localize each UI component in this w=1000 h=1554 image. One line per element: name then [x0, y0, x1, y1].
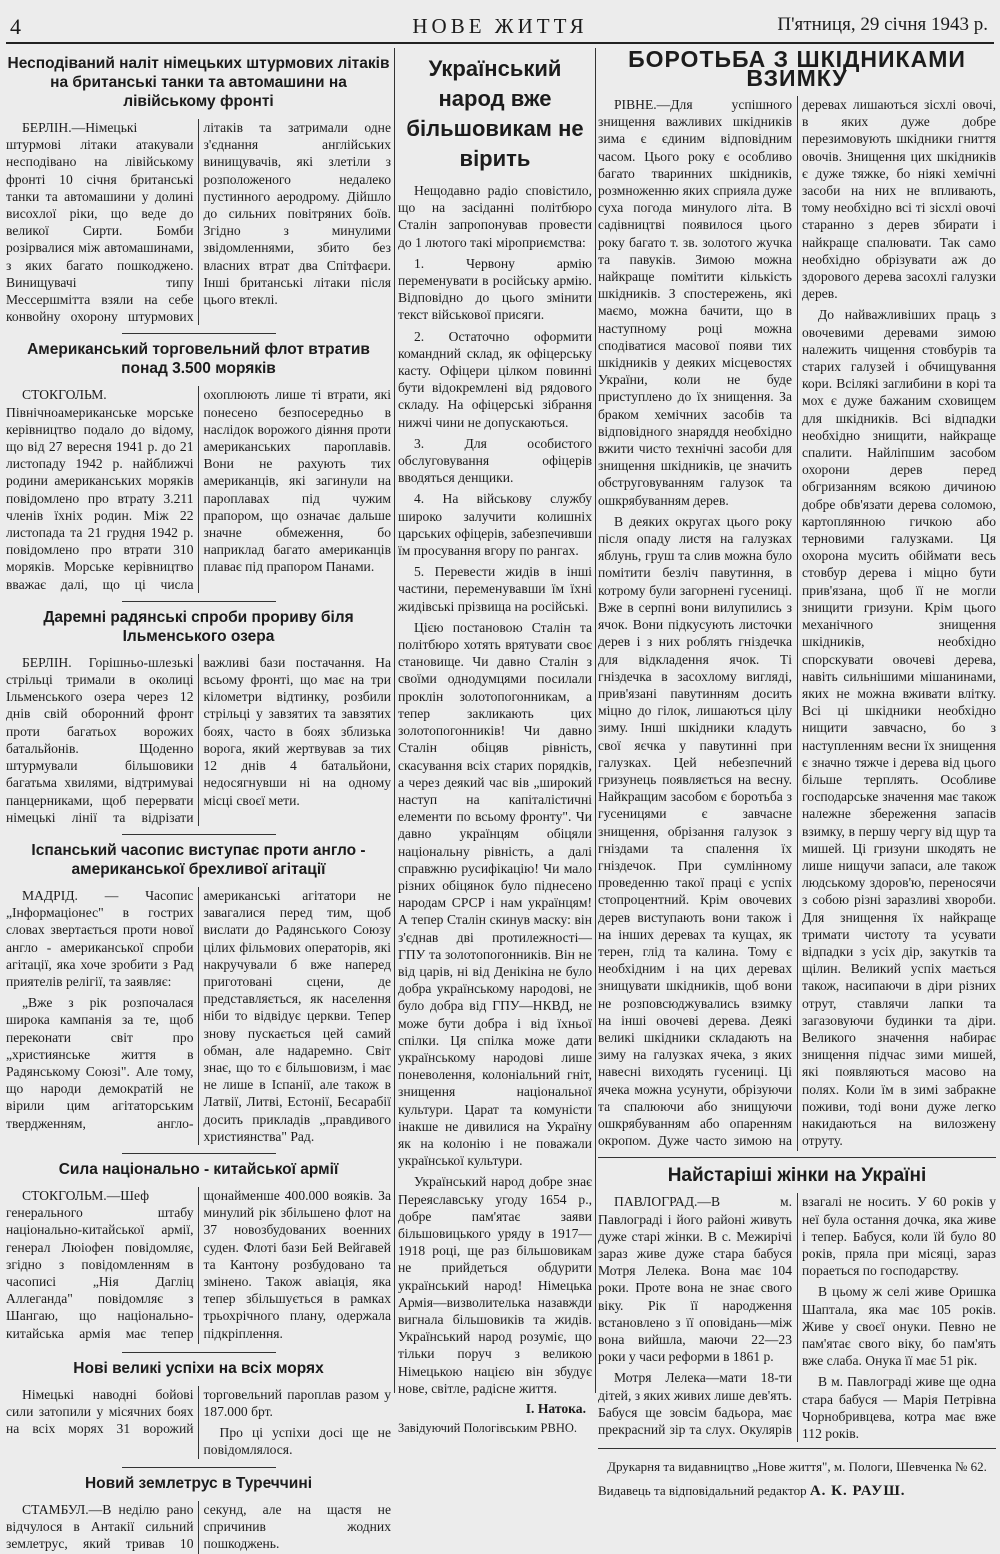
paragraph: СТАМБУЛ.—В неділю рано відчулося в Антакії сильний землетрус, який тривав 10 секунд, але на щастя не спричинив жодних пошкоджень.: [6, 1501, 391, 1551]
article-luftwaffe: [6, 54, 391, 325]
article-separator: [122, 1153, 276, 1154]
paragraph: БЕРЛІН. Горішньо-шлезькі стрільці тримали в околиці Ільменського озера через 12 днів свій оборонний фронт проти багатьох ворожих батальйонів. Щоденно штурмували більшовики багатьма хвилями, відтримуваі панцерниками, щоб перервати німецькі лінії та відрізати важливі бази постачання. На всьому фронті, що має на три кілометри відтинку, розбили стрільці у завзятих та завзятих боях, часто в боях зблизька ворога, який жертвував за тих 12 днів 4 батальйони, недосягнувши ні на одному місці своєї мети.: [6, 654, 391, 825]
article-body: [6, 654, 391, 826]
newspaper-name: НОВЕ ЖИТТЯ: [412, 14, 588, 38]
article-spain: [6, 841, 391, 1145]
article-title: БОРОТЬБА З ШКІДНИКАМИ ВЗИМКУ: [628, 46, 966, 91]
article-title: Несподіваний наліт німецьких штурмових літаків на британські танки та автомашини на лівійському фронті: [7, 55, 390, 110]
article-title: Новий землетрус в Туреччині: [84, 1474, 313, 1492]
article-title: Найстаріші жінки на Україні: [667, 1165, 927, 1187]
paragraph: МАДРІД. — Часопис „Інформаціонес" в гострих словах звертається проти нової англо - американської спроби агітації, яка хоче зробити з Рад приятелів релігії, та заявляє:: [6, 887, 194, 989]
paragraph: 4. На військову службу широко залучити колишніх царських офіцерів, забезпечивши їм просування вгору по рангах.: [398, 491, 592, 559]
paragraph: ПАВЛОГРАД.—В м. Павлограді і його районі живуть дуже старі жінки. В с. Межирічі зараз живе дуже стара бабуся Мотря Лелека. Вона має 104 роки. Проте вона не знає свого віку. Рік її народження встановлено з її оповідань—між вона вийшла, маючи 22—23 роки у часи реформи в 1861 р.: [598, 1194, 792, 1365]
imprint-separator: [598, 1448, 996, 1449]
article-fleet: [6, 340, 391, 592]
article-title: Сила національно - китайської армії: [58, 1160, 339, 1178]
paragraph: Мотря Лелека—мати 18-ти дітей, з яких живих лише дев'ять. Бабуся ще зовсім бадьора, має прекрасний зір та слух. Окулярів взагалі не носить. У 60 років у неї була остання дочка, яка живе і тепер. Бабуся, коли їй було 80 років, пряла при місяці, зараз пораеться по господарству.: [598, 1194, 996, 1438]
paragraph: Німецькі наводні бойові сили затопили у місячних боях на всіх морях 31 ворожий торговельний пароплав разом у 187.000 брт.: [6, 1386, 391, 1437]
paragraph: „Вже з рік розпочалася широка кампанія за те, щоб переконати світ про „християнське життя в Радянському Союзі". Але тому, що народи демократій не вірили цим агітаторським твердженням, англо-американські агітатори не завагалися перед тим, щоб вислати до Радянського Союзу цілих фільмових операторів, які накручували б вже наперед приготовані сцени, де представляється, як населення ніби то відвідує церкви. Тепер знову пускається цей самий обман, але надаремно. Світ знає, що то є більшовизм, і має не лише в Іспанії, але також в Латвії, Литві, Естонії, Бесарабії досить прикладів „правдивого християнства" Рад.: [6, 887, 391, 1144]
article-women: [598, 1166, 996, 1442]
article-body: [6, 1187, 391, 1344]
issue-date: П'ятниця, 29 січня 1943 р.: [777, 14, 988, 35]
article-separator: [122, 1467, 276, 1468]
paragraph: В деяких округах цього року після опаду листя на галузках яблунь, груш та слив можна було помітити безліч павутиння, в котрому були загорнені гусениці. Вже в серпні вони вилупились з ячок. Вони підкусують листочки дерев і з них роблять гніздечка для відкладення ячок. Ті гніздечка в засохлому вигляді, прив'язані павутинням досить міцно до гілок, лишаються цілу зиму. Інші шкідники кладуть свої яєчка у павутинні при галузках. Цей небезпечний гризунець появляється на весну. Найкращим засобом є боротьба з гусеницями є завчасне знищення, обрізання галузок з гніздами та спалення їх гніздечок. При сумлінному проведенню такої праці є успіх стопроцентний. Крім овочевих дерев виступають вони також і на інших деревах та кущах, як терен, глід та калина. Тому є необхідним і на цих деревах знищувати шкідників, щоб вони не розповсюджувались взимку на інші овочеві дерева. Деякі великі шкідники складають на зиму на галузках ячека, з яких навесні виходять гусениці. Ці ячека можна усунути, обрізуючи та спалюючи або знищуючи ошкрябуванням або опаренням окропом. Дуже часто зимою на деревах лишаються зісхлі овочі, в яких дуже добре перезимовують шкідники гниття овочів. Знищення цих шкідників є дуже тяжке, бо ніякі хемічні засоби на них не впливають, тому необхідно всі ті зісхлі овочі старанно з дерев збирати і найкраще спалювати. Так само необхідно обрізувати аж до здорового дерева засохлі галузки дерев.: [598, 97, 996, 1149]
page-number: 4: [10, 14, 21, 39]
article-separator: [122, 333, 276, 334]
column-rule: [595, 48, 596, 1393]
left-column: [6, 48, 391, 1551]
author-signature: І. Натока.: [525, 1401, 586, 1417]
article-title: Нові великі успіхи на всіх морях: [73, 1359, 324, 1377]
paragraph: 3. Для особистого обслуговування офіцерів вводяться денщики.: [398, 435, 592, 486]
article-title: Іспанський часопис виступає проти англо - американської брехливої агітації: [31, 841, 366, 878]
paragraph: В м. Павлограді живе ще одна стара бабуся — Марія Петрівна Чорнобривцева, котра має вже 112 років.: [802, 1374, 996, 1442]
column-rule: [394, 48, 395, 1393]
article-separator: [598, 1157, 996, 1158]
article-seas: [6, 1359, 391, 1459]
article-ilmen: [6, 608, 391, 826]
editor-name: А. К. РАУШ.: [809, 1483, 906, 1500]
article-title: Американський торговельний флот втратив понад 3.500 моряків: [27, 341, 370, 378]
paragraph: 2. Остаточно оформити командний склад, як офіцерську касту. Офіцери цілком повинні бути відокремлені від рядового складу. На офіцерські зібрання нижчі чини не допускаються.: [398, 328, 592, 430]
paragraph: СТОКГОЛЬМ. Північноамериканське морське керівництво подало до відому, що від 27 вересня 1941 р. до 21 листопаду 1942 р. найближчі родини американських моряків повідомлено про втрату 3.211 членів їхніх родин. Між 22 листопада та 21 грудня 1942 р. повідомлено про втрати 310 моряків. Морське керівництво вважає далі, що ці числа охоплюють лише ті втрати, які понесено безпосередньо в наслідок ворожого діяння проти американських пароплавів. Вони не рахують тих американців, які загинули на пароплавах під чужим прапором, що означає дальше значне обмеження, бо наприклад багато американців плаває під прапором Панами.: [6, 387, 391, 592]
article-body: [398, 182, 592, 1397]
paragraph: БЕРЛІН.—Німецькі штурмові літаки атакували несподівано на лівійському фронті 10 січня британські танки та автомашини у долині висохлої ріки, що веде до великої Сирти. Бомби розірвалися між автомашинами, з яких багато пошкоджено. Винищувачі типу Мессершмітта взяли на себе конвойну охорону штурмових літаків та затримали одне з'єднання англійських винищувачів, які злетіли з розположеного недалеко пустинного аеродрому. Дійшло до сильних повітряних боїв. Згідно з минулими звідомленнями, збито без власних втрат два Спітфаєри. Інші британські літаки після цього втеклі.: [6, 120, 391, 325]
paragraph: Нещодавно радіо сповістило, що на засіданні політбюро Сталін запропонував провести до 1 лютого такі міроприємства:: [398, 183, 592, 250]
paragraph: 1. Червону армію переменувати в російську армію. Відповідно до цього змінити текст військової присяги.: [398, 255, 592, 323]
masthead: [6, 10, 994, 44]
paragraph: До найважливіших праць з овочевими деревами зимою належить чищення стовбурів та старих галузей і обчищування кори. Всілякі заглибини в корі та мох є дуже бажаним сховищем для шкідників. Всі відпадки необхідно знищити, найкраще спалити. Найліпшим засобом охорони дерев перед обгризанням всякою дичиною добре обв'язати дерева соломою, картоплянною гичкою або терновими галузками. Ця охорона мусить обіймати весь стовбур дерева і міцно бути прив'язана, щоб її не могли знищити гризуни. Крім цього механічного знищення шкідників, необхідно спорскувати овочеві дерева, навіть сильнішими мішанинами, яких не можна вживати влітку. Всі ці шкідники необхідно нищити завчасно, бо з наступленням весни їх знищення є значно тяжче і дерева від цього більше терплять. Особливе господарське значення має також належне збереження запасів взимку, в першу чергу від щур та мишей. Ці гризуни шкодять не лише нищучи запаси, але також людському здоров'ю, переносячи з собою різні заразливі хвороби. Для знищення їх найкраще тримати чистоту та усувати відпадки з усіх дір, закутків та щілин. Великий успіх мається також, насипаючи в діри різних отрут, ставлячи лапки та загазовуючи будинки та діри. Великого значення набирає знищення підчас зими мишей, які появляються масово на полях. Коли їм в зимі забракне поживи, тоді вони дуже легко накидаються на вилозжену отруту.: [802, 307, 996, 1149]
printer-imprint: Друкарня та видавництво „Нове життя", м. Пологи, Шевченка № 62.: [607, 1459, 987, 1475]
article-body: [598, 1193, 996, 1442]
paragraph: В цьому ж селі живе Оришка Шаптала, яка має 105 років. Живе у своєї онуки. Певно не пам'ятає свого віку, бо пам'ять вже слаба. Онука її має 51 рік.: [802, 1284, 996, 1369]
article-china: [6, 1160, 391, 1344]
article-separator: [122, 1352, 276, 1353]
article-separator: [122, 834, 276, 835]
paragraph: Про ці успіхи досі ще не повідомлялося.: [203, 1425, 391, 1458]
paragraph: РІВНЕ.—Для успішного знищення важливих шкідників зима є єдиним відповідним часом. Цього року є особливо багато тваринних шкідників, розмноженню яких сприяла дуже суха погода минулого літа. В садівництві появилося цього року багато т. зв. золотого жучка та павуків. Зимою можна найкраще помітити кількість шкідників. З спостережень, які маємо, можна бачити, що в наступному році можна сподіватися масової появи тих шкідників у деяких місцевостях України, коли не буде приступлено до їх знищення. За браком хемічних засобів та відповідного знаряддя необхідно вжити чисто технічні засоби для знищення шкідників, це значить обструговуванням галузок та ошкрябуванням дерев.: [598, 97, 792, 508]
article-separator: [122, 601, 276, 602]
article-title: Український народ вже більшовикам не вірить: [406, 56, 584, 171]
article-body: [6, 887, 391, 1145]
paragraph: Український народ добре знає Переяславську угоду 1654 р., добре пам'ятає заяви більшовицького уряду в 1917—1918 році, ще раз більшовикам не прийдеться обдурити український народ! Німецька Армія—визволителька назавжди вигнала більшовиків та жидів. Український народ розуміє, що тільки поруч з великою Німецькою нацією він збудує нове, світле, радісне життя.: [398, 1174, 592, 1396]
article-body: [6, 386, 391, 592]
author-position: Завідуючий Пологівським РВНО.: [398, 1421, 577, 1436]
editor-imprint: [598, 1483, 996, 1499]
middle-column: [398, 48, 592, 1436]
paragraph: Цією постановою Сталін та політбюро хотять врятувати своє становище. Чи давно Сталін з своїми однодумцями посилали проклін золотопогонникам, а тепер закликають цих золотопогонників! Чи давно Сталін обіцяв рівність, скасування всіх старих порядків, а через деякий час вів „широкий наступ на капіталістичні елементи по всьому фронту". Чи давно українцям обіцяли національну рівність, а далі справжню русифікацію! Чи мало різних обіцянок було піднесено народам СРСР і нам українцям! А тепер Сталін скинув маску: він з'єднав дві протилежності— ГПУ та золотопогонників. Він не від царів, ні від Денікіна не було добра українському народові, не було добра від ГПУ—НКВД, не може бути добра і від їхньої спілки. Ця спілка може дати українському народові лише поневолення, колоніальний гніт, знищення національної культури. Царат та комуністи інакше не дивилися на Україну як на колонію і не поважали української культури.: [398, 619, 592, 1169]
article-body: [6, 1501, 391, 1554]
article-pests: [598, 46, 996, 1151]
article-title: Даремні радянські спроби прориву біля Ільменського озера: [43, 608, 354, 645]
article-body: [6, 1386, 391, 1459]
paragraph: СТОКГОЛЬМ.—Шеф генерального штабу національно-китайської армії, генерал Люіофен повідомляє, згідно з повідомленням в часописі „Нія Дагліц Аллеганда" повідомляє з Шангаю, що національно-китайська армія має тепер щонайменше 400.000 вояків. За минулий рік збільшено флот на 37 новозбудованих военних суден. Флоті бази Бей Вейгавей та Кантону розбудовано та змінено. Також авіація, яка тепер збільшується в рамках трьохрічного плану, одержала підкріплення.: [6, 1187, 391, 1341]
paragraph: 5. Перевести жидів в інші частини, переменувавши їм їхні жидівські прізвища на російські.: [398, 564, 592, 614]
article-body: [598, 96, 996, 1151]
editor-label: Видавець та відповідальний редактор: [598, 1483, 807, 1499]
article-body: [6, 119, 391, 325]
right-column: [598, 46, 996, 1500]
article-bolsheviks: [398, 54, 592, 1436]
article-quake: [6, 1474, 391, 1554]
